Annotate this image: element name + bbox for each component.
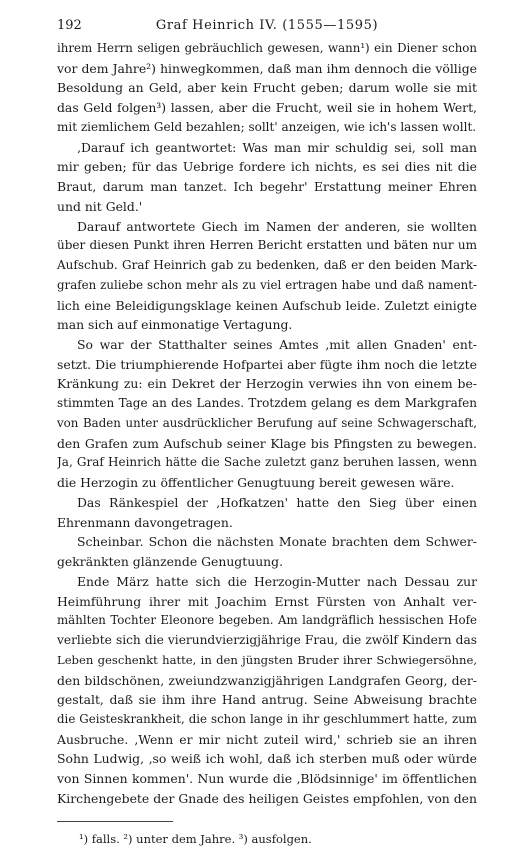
text-line: Kränkung zu: ein Dekret der Herzogin verwies ihn von einem be- bbox=[57, 376, 477, 392]
text-line: Ausbruche. ‚Wenn er mir nicht zuteil wird,' schrieb sie an ihren bbox=[57, 731, 477, 747]
footnote-rule bbox=[57, 821, 173, 822]
text-line: Braut, darum man tanzet. Ich begehr' Erstattung meiner Ehren bbox=[57, 179, 477, 195]
text-line: Das Ränkespiel der ‚Hofkatzen' hatte den Sieg über einen bbox=[77, 494, 477, 510]
running-title: Graf Heinrich IV. (1555—1595) bbox=[155, 18, 379, 33]
text-line: setzt. Die triumphierende Hofpartei aber fügte ihm noch die letzte bbox=[57, 356, 477, 372]
text-line: lich eine Beleidigungsklage keinen Aufschub leide. Zuletzt einigte bbox=[57, 297, 477, 313]
text-line: Besoldung an Geld, aber kein Frucht geben; darum wolle sie mit bbox=[57, 80, 477, 96]
text-line: ihrem Herrn seligen gebräuchlich gewesen, wann¹) ein Diener schon bbox=[57, 41, 477, 55]
text-line: So war der Statthalter seines Amtes ‚mit allen Gnaden' ent- bbox=[77, 337, 477, 353]
text-line: Sohn Ludwig, ‚so weiß ich wohl, daß ich sterben muß oder würde bbox=[57, 751, 477, 767]
text-line: von Baden unter ausdrücklicher Berufung auf seine Schwagerschaft, bbox=[57, 415, 477, 430]
text-line: gekränkten glänzende Genugtuung. bbox=[57, 554, 284, 570]
text-line: über diesen Punkt ihren Herren Bericht erstatten und bäten nur um bbox=[57, 238, 477, 253]
text-line: das Geld folgen³) lassen, aber die Frucht, weil sie in hohem Wert, bbox=[57, 100, 477, 116]
text-line: ‚Darauf ich geantwortet: Was man mir schuldig sei, soll man bbox=[77, 139, 477, 155]
text-line: Aufschub. Graf Heinrich gab zu bedenken, daß er den beiden Mark- bbox=[57, 258, 477, 273]
footnotes: ¹) falls. ²) unter dem Jahre. ³) ausfolgen. bbox=[79, 831, 312, 846]
text-line: Scheinbar. Schon die nächsten Monate brachten dem Schwer- bbox=[77, 534, 477, 550]
text-line: Ehrenmann davongetragen. bbox=[57, 514, 233, 530]
text-line: mählten Tochter Eleonore begeben. Am landgräflich hessischen Hofe bbox=[57, 613, 477, 628]
page-number: 192 bbox=[57, 18, 82, 33]
book-page bbox=[57, 16, 477, 848]
text-line: den Grafen zum Aufschub seiner Klage bis Pfingsten zu bewegen. bbox=[57, 435, 477, 451]
text-line: man sich auf einmonatige Vertagung. bbox=[57, 317, 293, 333]
text-line: und nit Geld.' bbox=[57, 198, 143, 214]
text-line: stimmten Tage an des Landes. Trotzdem gelang es dem Markgrafen bbox=[57, 396, 477, 411]
text-line: mit ziemlichem Geld bezahlen; sollt' anzeigen, wie ich's lassen wollt. bbox=[57, 119, 477, 134]
text-line: grafen zuliebe schon mehr als zu viel ertragen habe und daß nament- bbox=[57, 277, 477, 292]
text-line: die Geisteskrankheit, die schon lange in ihr geschlummert hatte, zum bbox=[57, 711, 477, 726]
text-line: verliebte sich die vierundvierzigjährige Frau, die zwölf Kindern das bbox=[57, 633, 477, 648]
text-line: Leben geschenkt hatte, in den jüngsten Bruder ihrer Schwiegersöhne, bbox=[57, 652, 477, 667]
text-line: von Sinnen kommen'. Nun wurde die ‚Blödsinnige' im öffentlichen bbox=[57, 771, 477, 787]
text-line: vor dem Jahre²) hinwegkommen, daß man ihm dennoch die völlige bbox=[57, 60, 477, 76]
text-line: Ja, Graf Heinrich hätte die Sache zuletzt ganz beruhen lassen, wenn bbox=[57, 455, 477, 470]
body-text bbox=[57, 39, 477, 809]
text-line: mir geben; für das Uebrige fordere ich nichts, es sei dies nit die bbox=[57, 159, 477, 175]
text-line: den bildschönen, zweiundzwanzigjährigen Landgrafen Georg, der- bbox=[57, 672, 477, 688]
text-line: die Herzogin zu öffentlicher Genugtuung bereit gewesen wäre. bbox=[57, 475, 455, 491]
text-line: Ende März hatte sich die Herzogin-Mutter nach Dessau zur bbox=[77, 573, 477, 589]
text-line: Heimführung ihrer mit Joachim Ernst Fürsten von Anhalt ver- bbox=[57, 593, 477, 609]
running-head bbox=[57, 16, 477, 36]
text-line: gestalt, daß sie ihm ihre Hand antrug. Seine Abweisung brachte bbox=[57, 692, 477, 708]
text-line: Kirchengebete der Gnade des heiligen Geistes empfohlen, von den bbox=[57, 790, 477, 806]
text-line: Darauf antwortete Giech im Namen der anderen, sie wollten bbox=[77, 218, 477, 234]
